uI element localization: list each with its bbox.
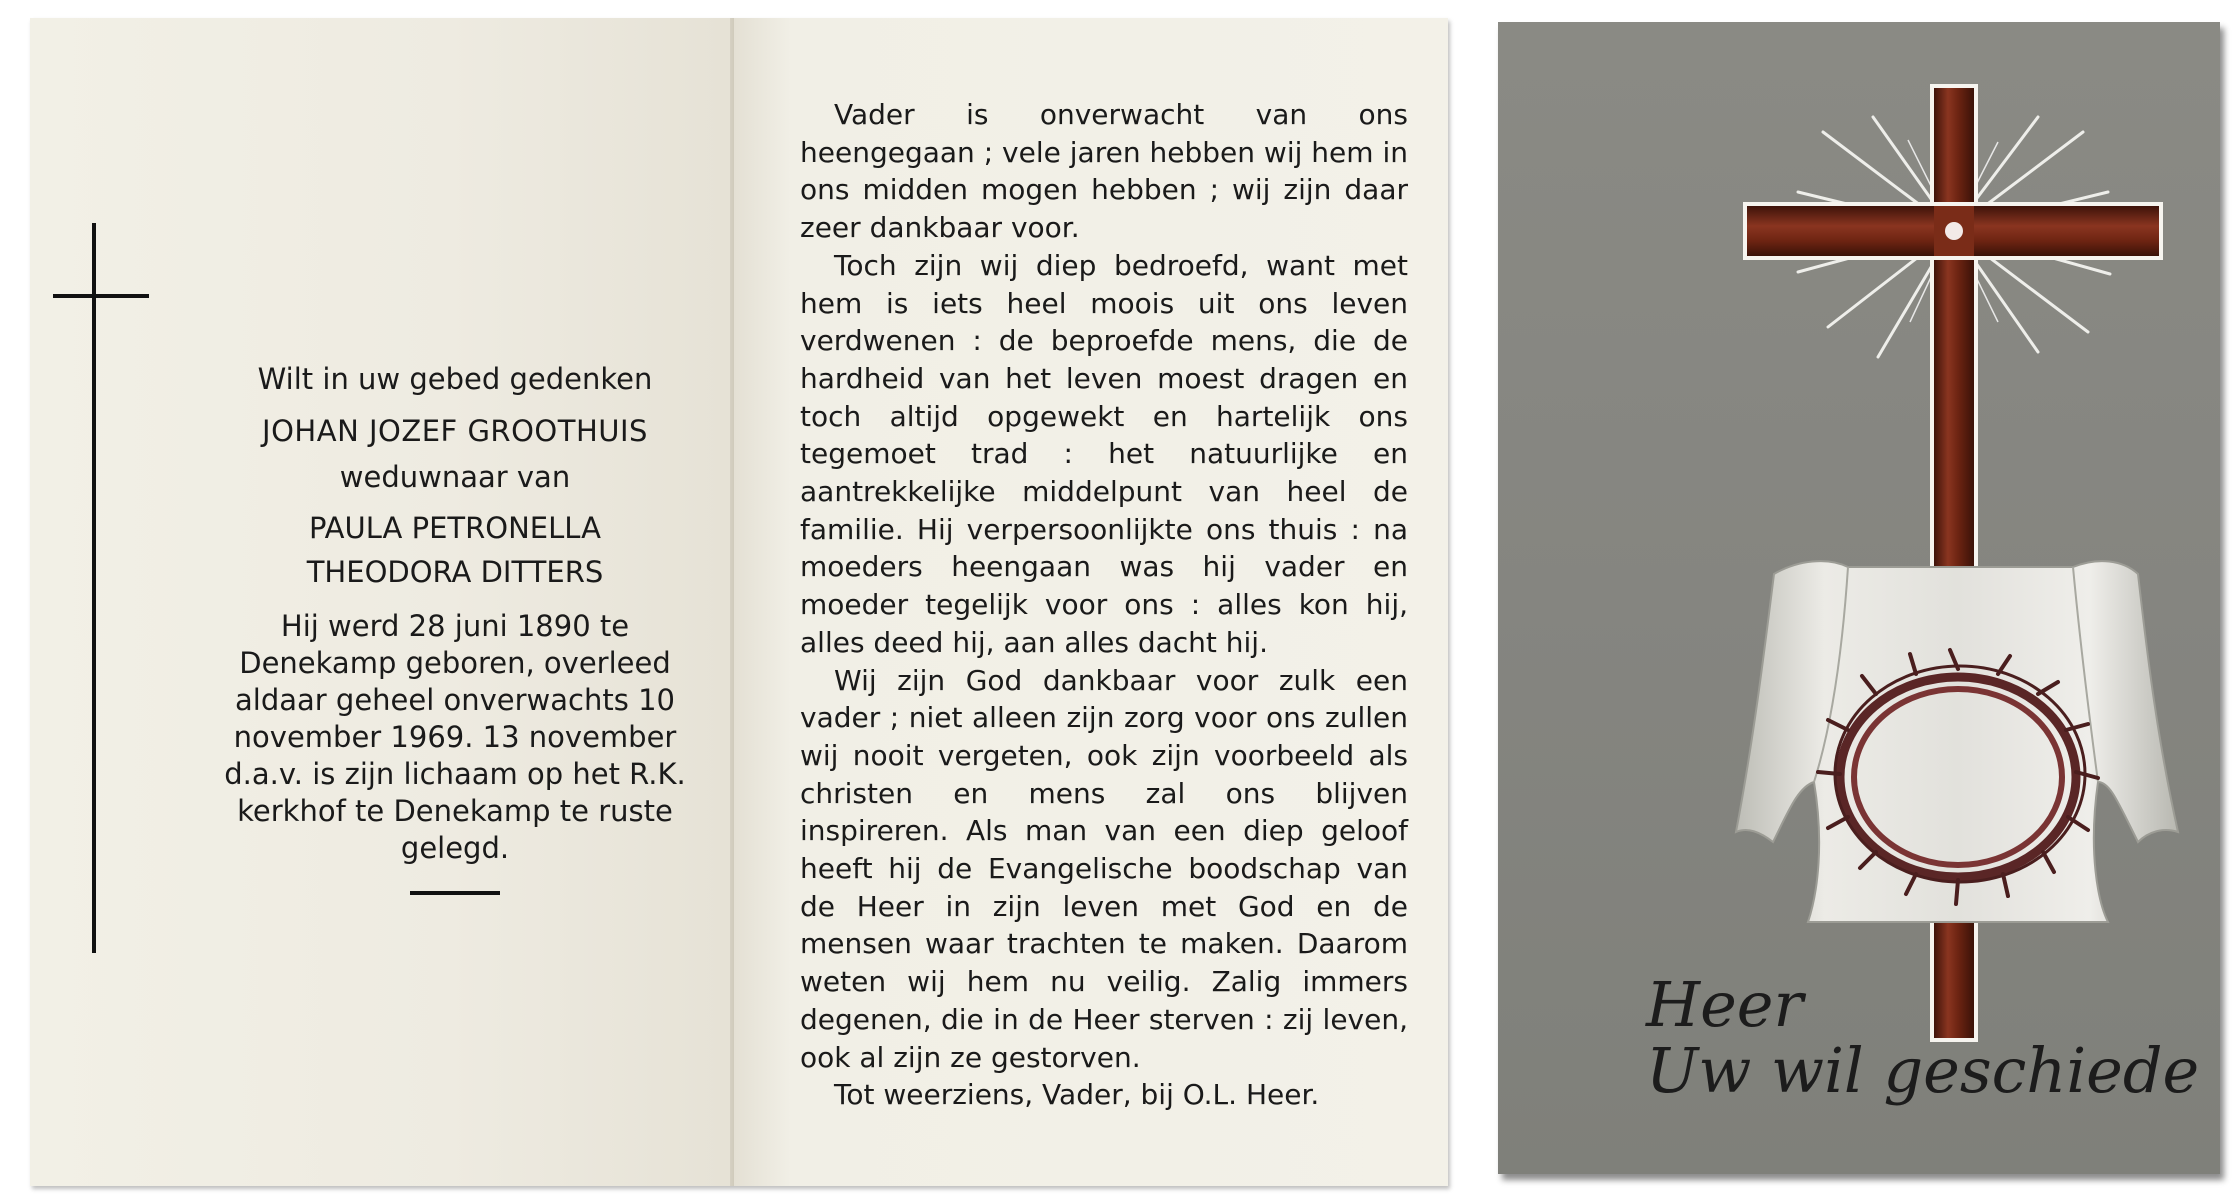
eulogy-paragraph-2: Toch zijn wij diep bedroefd, want met hem is iets heel moois uit ons leven verdwenen : de beproefde mens, die de hardheid van het leven moest dragen en toch altijd opgewekt en hartelijk ons tegemoet trad : het natuurlijke en aantrekkelijke middelpunt van heel de familie. Hij verpersoonlijkte ons thuis : na moeders heengaan was hij vader en moeder tegelijk voor ons : alles kon hij, alles deed hij, aan alles dacht hij. — [800, 248, 1408, 659]
eulogy-closing: Tot weerziens, Vader, bij O.L. Heer. — [834, 1078, 1320, 1112]
cross-horizontal-bar — [53, 294, 149, 298]
cross-vertical-bar — [92, 223, 96, 953]
eulogy-paragraph-3: Wij zijn God dankbaar voor zulk een vader ; niet alleen zijn zorg voor ons zullen wij nooit vergeten, ook zijn voorbeeld als christen en mens zal ons blijven inspireren. Als man van een diep geloof heeft hij de Evangelische boodschap van de Heer in zijn leven met God en de mensen waar trachten te maken. Daarom weten wij hem nu veilig. Zalig immers degenen, die in de Heer sterven : zij leven, ook al zijn ze gestorven. — [800, 663, 1408, 1074]
memorial-card-inside — [30, 18, 1448, 1186]
spouse-name-line2: THEODORA DITTERS — [306, 555, 604, 589]
relation-text: weduwnaar van — [339, 460, 571, 494]
front-title-line1: Heer — [1646, 968, 1804, 1041]
eulogy-text — [800, 96, 1408, 1114]
divider-rule — [410, 891, 500, 895]
eulogy-paragraph-1: Vader is onverwacht van ons heengegaan ; vele jaren hebben wij hem in ons midden mogen hebben ; wij zijn daar zeer dankbaar voor. — [800, 98, 1408, 245]
biography-text: Hij werd 28 juni 1890 te Denekamp geboren, overleed aldaar geheel onverwachts 10 november 1969. 13 november d.a.v. is zijn lichaam op het R.K. kerkhof te Denekamp te ruste gelegd. — [224, 609, 686, 865]
spouse-name-line1: PAULA PETRONELLA — [309, 511, 601, 545]
deceased-name: JOHAN JOZEF GROOTHUIS — [262, 414, 648, 448]
memorial-card-front — [1498, 22, 2220, 1174]
front-title — [1646, 968, 2206, 1107]
intro-text: Wilt in uw gebed gedenken — [257, 362, 653, 396]
spouse-name — [215, 506, 695, 594]
front-title-line2: Uw wil geschiede — [1646, 1034, 2200, 1107]
memorial-details — [215, 358, 695, 895]
